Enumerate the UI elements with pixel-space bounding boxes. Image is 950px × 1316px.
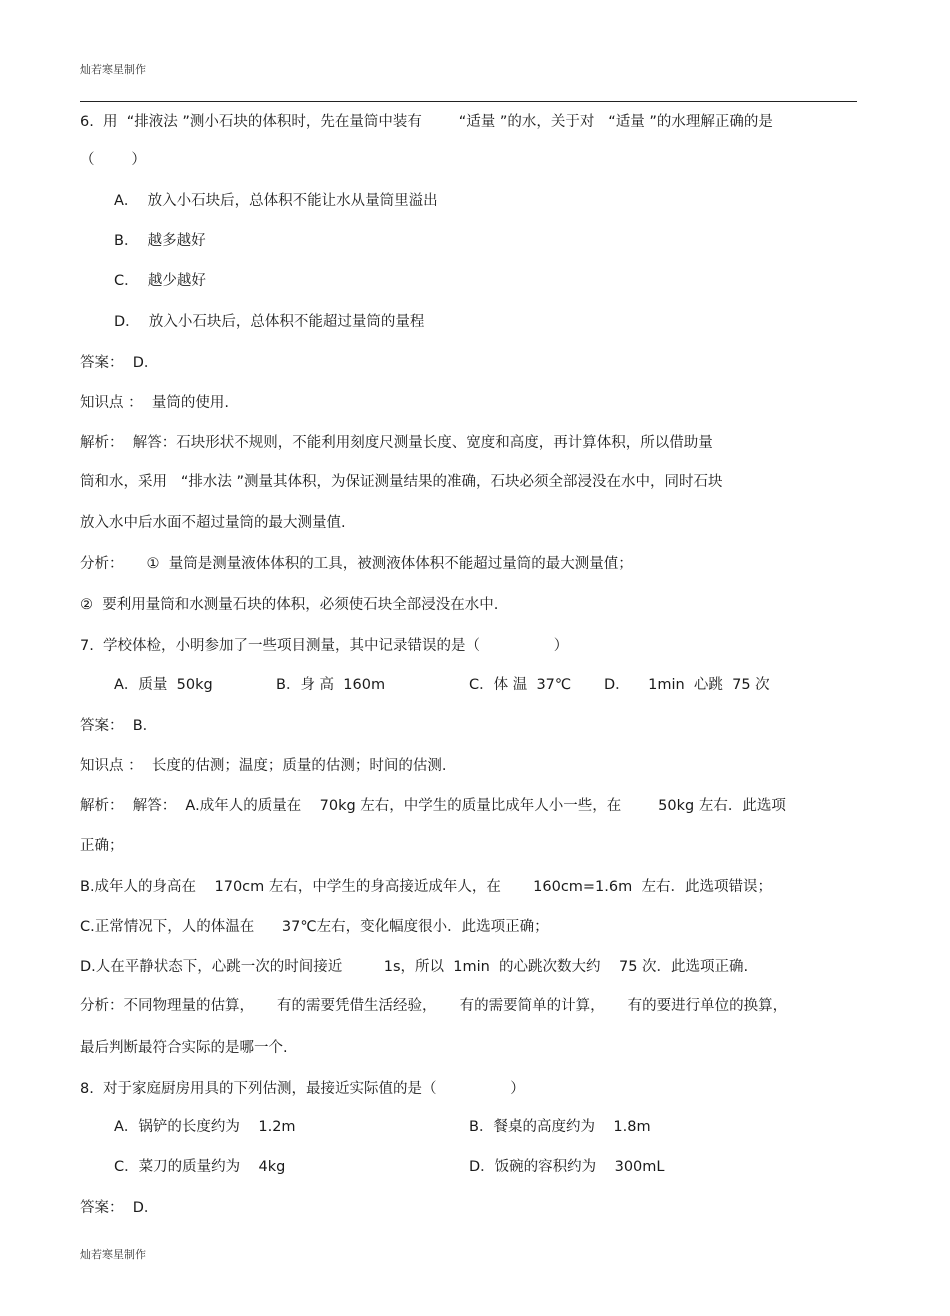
q8-option-c: C．菜刀的质量约为 4kg [114,1159,286,1175]
q7-answer: 答案： B． [80,718,158,734]
q7-option-b: B．身 高 160m [276,677,386,693]
q7-explanation-2: 正确； [80,838,124,854]
q7-option-a: A．质量 50kg [114,677,213,693]
page-header: 灿若寒星制作 [80,63,146,76]
q7-stem: 7. 学校体检，小明参加了一些项目测量，其中记录错误的是（ ） [80,638,569,654]
q6-answer: 答案： D． [80,355,159,371]
q6-option-a: A． 放入小石块后，总体积不能让水从量筒里溢出 [114,193,438,209]
q6-analysis-1: 分析： ① 量筒是测量液体体积的工具，被测液体体积不能超过量筒的最大测量值； [80,556,633,572]
page-footer: 灿若寒星制作 [80,1248,146,1261]
header-rule [80,101,857,102]
q8-option-b: B．餐桌的高度约为 1.8m [469,1119,651,1135]
q7-explanation-1: 解析： 解答： A.成年人的质量在 70kg 左右，中学生的质量比成年人小一些，在 50kg 左右．此选项 [80,798,786,814]
q6-explanation-1: 解析： 解答：石块形状不规则，不能利用刻度尺测量长度、宽度和高度，再计算体积，所以借助量 [80,435,713,451]
q6-explanation-3: 放入水中后水面不超过量筒的最大测量值. [80,515,346,531]
q7-explanation-3: B.成年人的身高在 170cm 左右，中学生的身高接近成年人，在 160cm=1.6m 左右．此选项错误； [80,879,772,895]
q7-analysis-2: 最后判断最符合实际的是哪一个. [80,1040,288,1056]
q7-option-c: C．体 温 37℃ [469,677,572,693]
q8-stem: 8. 对于家庭厨房用具的下列估测，最接近实际值的是（ ） [80,1081,525,1097]
q8-option-d: D．饭碗的容积约为 300mL [469,1159,665,1175]
q8-option-a: A．锅铲的长度约为 1.2m [114,1119,296,1135]
q6-explanation-2: 筒和水，采用 “排水法 ”测量其体积，为保证测量结果的准确，石块必须全部浸没在水中，同时石块 [80,474,723,490]
q7-explanation-4: C.正常情况下，人的体温在 37℃左右，变化幅度很小．此选项正确； [80,919,549,935]
q6-option-b: B． 越多越好 [114,233,206,249]
q7-option-d: D． 1min 心跳 75 次 [604,677,770,693]
q7-explanation-5: D.人在平静状态下，心跳一次的时间接近 1s，所以 1min 的心跳次数大约 75 次．此选项正确. [80,959,749,975]
q6-analysis-2: ② 要利用量筒和水测量石块的体积，必须使石块全部浸没在水中. [80,597,499,613]
q6-paren: （ ） [80,152,146,168]
q7-analysis-1: 分析：不同物理量的估算， 有的需要凭借生活经验， 有的需要简单的计算， 有的要进行单位的换算， [80,998,788,1014]
q6-stem: 6. 用 “排液法 ”测小石块的体积时，先在量筒中装有 “适量 ”的水，关于对 “适量 ”的水理解正确的是 [80,114,773,130]
q6-option-c: C． 越少越好 [114,273,206,289]
q6-knowledge: 知识点 ： 量筒的使用. [80,395,229,411]
q7-knowledge: 知识点 ： 长度的估测；温度；质量的估测；时间的估测. [80,758,447,774]
q8-answer: 答案： D． [80,1200,159,1216]
q6-option-d: D． 放入小石块后，总体积不能超过量筒的量程 [114,314,425,330]
